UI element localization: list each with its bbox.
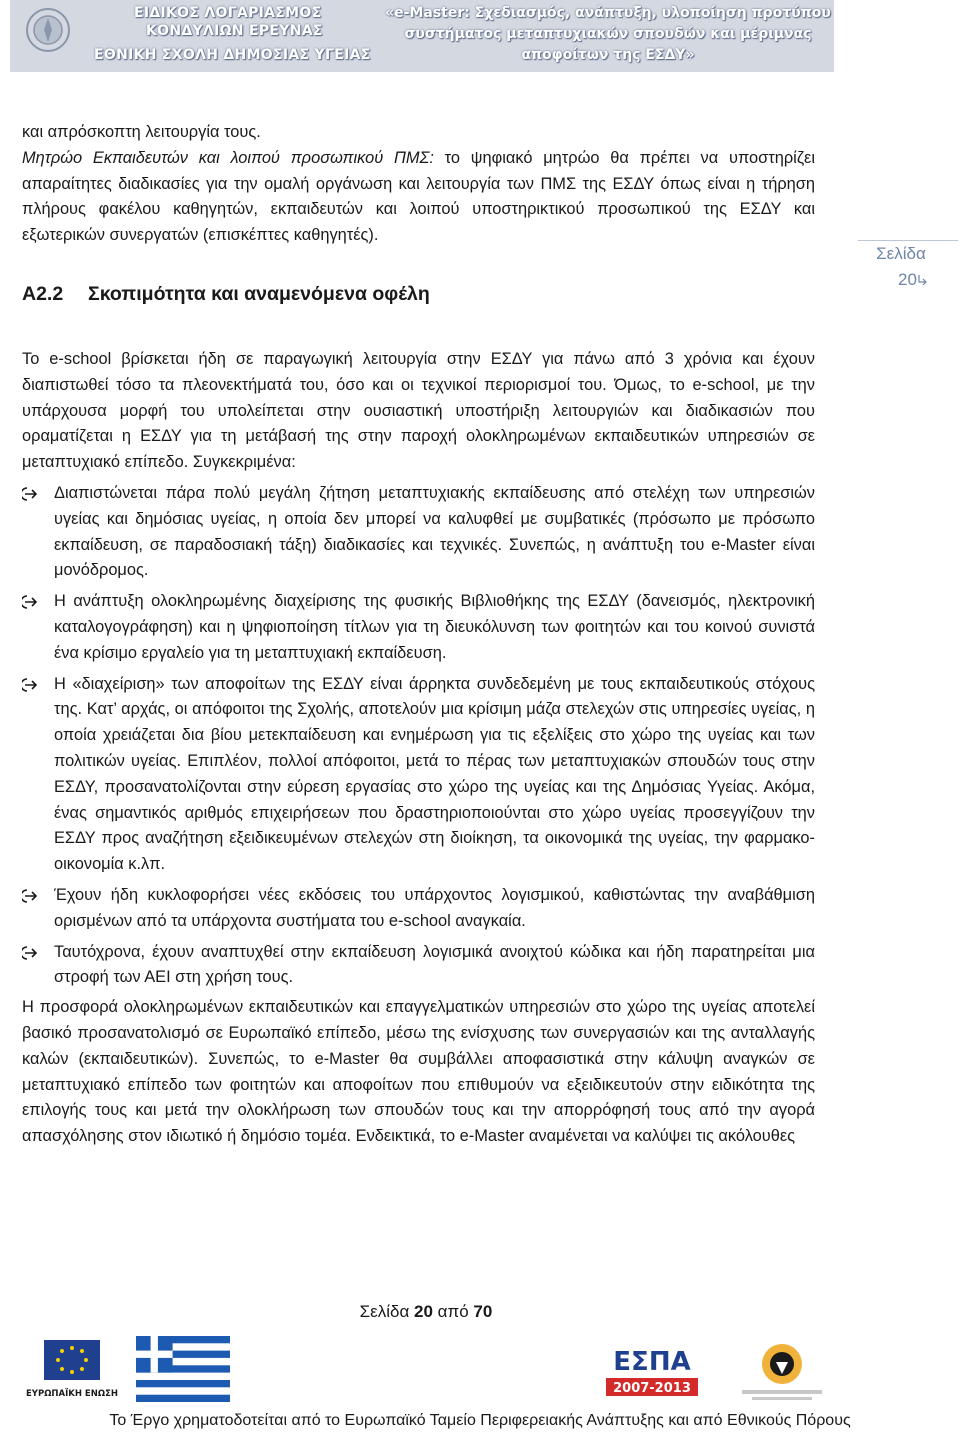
greek-flag-icon xyxy=(136,1336,230,1402)
page-current: 20 xyxy=(414,1302,433,1321)
header-project-line2: συστήματος μεταπτυχιακών σπουδών και μέριμνας xyxy=(404,26,812,42)
header-org-line1: ΕΙΔΙΚΟΣ ΛΟΓΑΡΙΑΣΜΟΣ xyxy=(134,5,322,21)
registry-text: το ψηφιακό μητρώο θα πρέπει να υποστηρίζει απαραίτητες διαδικασίες για την ομαλή οργάνωση και λειτουργία των ΠΜΣ της ΕΣΔΥ όπως είναι η τήρηση πλήρους φακέλου καθηγητών, εκπαιδευτών και λοιπού υποστηρικτικού προσωπικού της ΕΣΔΥ και εξωτερικών συνεργατών (επισκέπτες καθηγητές). xyxy=(22,148,815,245)
list-item xyxy=(22,481,815,584)
header-left-block xyxy=(10,0,378,72)
list-item xyxy=(22,672,815,878)
body-intro-paragraph: Το e-school βρίσκεται ήδη σε παραγωγική λειτουργία στην ΕΣΔΥ για πάνω από 3 χρόνια και έχουν διαπιστωθεί τόσο τα πλεονεκτήματά του, όσο και οι τεχνικοί περιορισμοί του. Όμως, το e-school, με την υπάρχουσα μορφή του υπολείπεται στην ουσιαστική υποστήριξη λειτουργιών και διαδικασιών που οραματίζεται η ΕΣΔΥ για τη μετάβασή της στην παροχή ολοκληρωμένων εκπαιδευτικών υπηρεσιών σε μεταπτυχιακό επίπεδο. Συγκεκριμένα: xyxy=(22,350,815,472)
page-arrow-icon xyxy=(917,273,929,285)
list-item xyxy=(22,883,815,935)
list-item xyxy=(22,589,815,666)
list-item-text: Η «διαχείριση» των αποφοίτων της ΕΣΔΥ είναι άρρηκτα συνδεδεμένη με τους εκπαιδευτικούς στόχους της. Κατ’ αρχάς, οι απόφοιτοι της Σχολής, αποτελούν μια κρίσιμη μάζα στελεχών στις υπηρεσίες υγείας, η οποία χρειάζεται δια βίου μετεκπαίδευση και ενημέρωση για τις εξελίξεις στο χώρο της υγείας και των πολιτικών υγείας. Επιπλέον, πολλοί απόφοιτοι, μετά το πέρας των μεταπτυχιακών σπουδών τους στην ΕΣΔΥ, προσανατολίζονται στην εύρεση εργασίας στο χώρο της υγείας και της Δημόσιας Υγείας. Ακόμα, ένας σημαντικός αριθμός επιχειρήσεων που δραστηριοποιούνται στο χώρο υγείας προσεγγίζουν την ΕΣΔΥ προς αναζήτηση εξειδικευμένων στελεχών στη διοίκηση, τα οικονομικά της υγείας, την φαρμακο-οικονομία κ.λπ. xyxy=(54,674,815,874)
svg-text:2007-2013: 2007-2013 xyxy=(613,1381,691,1396)
eu-flag-logo xyxy=(22,1340,122,1402)
list-item-text: Η ανάπτυξη ολοκληρωμένης διαχείρισης της φυσικής Βιβλιοθήκης της ΕΣΔΥ (δανεισμός, ηλεκτρονική καταλογογράφηση) και η ψηφιοποίηση τίτλων για τη διευκόλυνση των φοιτητών και του κοινού συνιστά ένα κρίσιμο εργαλείο για τη μεταπτυχιακή εκπαίδευση. xyxy=(54,592,815,662)
header-project-line3: αποφοίτων της ΕΣΔΥ» xyxy=(521,47,695,63)
section-title: Σκοπιμότητα και αναμενόμενα οφέλη xyxy=(88,283,430,305)
page-number: Σελίδα 20 από 70 xyxy=(359,1302,493,1321)
list-item xyxy=(22,940,815,992)
header-right-block xyxy=(382,0,834,72)
funding-statement: Το Έργο χρηματοδοτείται από το Ευρωπαϊκό Ταμείο Περιφερειακής Ανάπτυξης και από Εθνικούς Πόρους xyxy=(109,1412,851,1429)
header-banner xyxy=(10,0,834,72)
svg-text:ΕΥΡΩΠΑΪΚΗ ΕΝΩΣΗ: ΕΥΡΩΠΑΪΚΗ ΕΝΩΣΗ xyxy=(26,1389,118,1399)
side-marker-number: 20 xyxy=(898,270,929,290)
registry-lead: Μητρώο Εκπαιδευτών και λοιπού προσωπικού ΠΜΣ: xyxy=(22,148,434,167)
arrow-bullet-icon xyxy=(22,888,40,904)
registry-paragraph xyxy=(22,146,815,249)
page-total: 70 xyxy=(473,1302,493,1321)
side-marker-label: Σελίδα xyxy=(876,244,926,263)
list-item-text: Ταυτόχρονα, έχουν αναπτυχθεί στην εκπαίδευση λογισμικά ανοιχτού κώδικα και ήδη παρατηρείται μια στροφή των ΑΕΙ στη χρήση τους. xyxy=(54,942,815,987)
header-project-line1: «e-Master: Σχεδιασμός, ανάπτυξη, υλοποίηση προτύπου xyxy=(385,5,831,21)
espa-logo xyxy=(598,1340,706,1406)
arrow-bullet-icon xyxy=(22,677,40,693)
section-heading xyxy=(22,283,430,306)
main-body xyxy=(22,347,815,1150)
svg-text:ΕΣΠΑ: ΕΣΠΑ xyxy=(613,1347,691,1377)
header-org-line2: ΚΟΝΔΥΛΙΩΝ ΕΡΕΥΝΑΣ xyxy=(146,23,323,39)
intro-block xyxy=(22,120,815,249)
arrow-bullet-icon xyxy=(22,594,40,610)
arrow-bullet-icon xyxy=(22,945,40,961)
arrow-bullet-icon xyxy=(22,486,40,502)
list-item-text: Έχουν ήδη κυκλοφορήσει νέες εκδόσεις του υπάρχοντος λογισμικού, καθιστώντας την αναβάθμιση ορισμένων από τα υπάρχοντα συστήματα του e-school αναγκαία. xyxy=(54,885,815,930)
benefits-list xyxy=(22,481,815,991)
list-item-text: Διαπιστώνεται πάρα πολύ μεγάλη ζήτηση μεταπτυχιακής εκπαίδευσης από στελέχη των υπηρεσιών υγείας και δημόσιας υγείας, η οποία δεν μπορεί να καλυφθεί με συμβατικές (πρόσωπο με πρόσωπο εκπαίδευση, σε παραδοσιακή τάξη) διαδικασίες και τεχνικές. Συνεπώς, η ανάπτυξη του e-Master είναι μονόδρομος. xyxy=(54,483,815,580)
intro-first-line: και απρόσκοπτη λειτουργία τους. xyxy=(22,123,261,141)
header-school-name: ΕΘΝΙΚΗ ΣΧΟΛΗ ΔΗΜΟΣΙΑΣ ΥΓΕΙΑΣ xyxy=(94,47,371,63)
school-emblem-icon xyxy=(24,6,72,54)
closing-paragraph: Η προσφορά ολοκληρωμένων εκπαιδευτικών και επαγγελματικών υπηρεσιών στο χώρο της υγείας αποτελεί βασικό προσανατολισμό σε Ευρωπαϊκό επίπεδο, μέσω της ενίσχυσης των συνεργασιών και της ανταλλαγής καλών (εκπαιδευτικών). Συνεπώς, το e-Master θα συμβάλλει αποφασιστικά στην κάλυψη αναγκών σε μεταπτυχιακό επίπεδο των φοιτητών και αποφοίτων που επιθυμούν να εξειδικευτούν στην ειδικότητα της επιλογής τους και μετά την ολοκλήρωση των σπουδών τους και την απορρόφησή τους από την αγορά απασχόλησης στον ιδιωτικό ή δημόσιο τομέα. Ενδεικτικά, το e-Master αναμένεται να καλύψει τις ακόλουθες xyxy=(22,998,815,1146)
side-marker-line xyxy=(858,240,958,241)
ministry-logo xyxy=(726,1340,838,1406)
section-number: Α2.2 xyxy=(22,283,64,305)
footer-logos xyxy=(0,1330,960,1410)
